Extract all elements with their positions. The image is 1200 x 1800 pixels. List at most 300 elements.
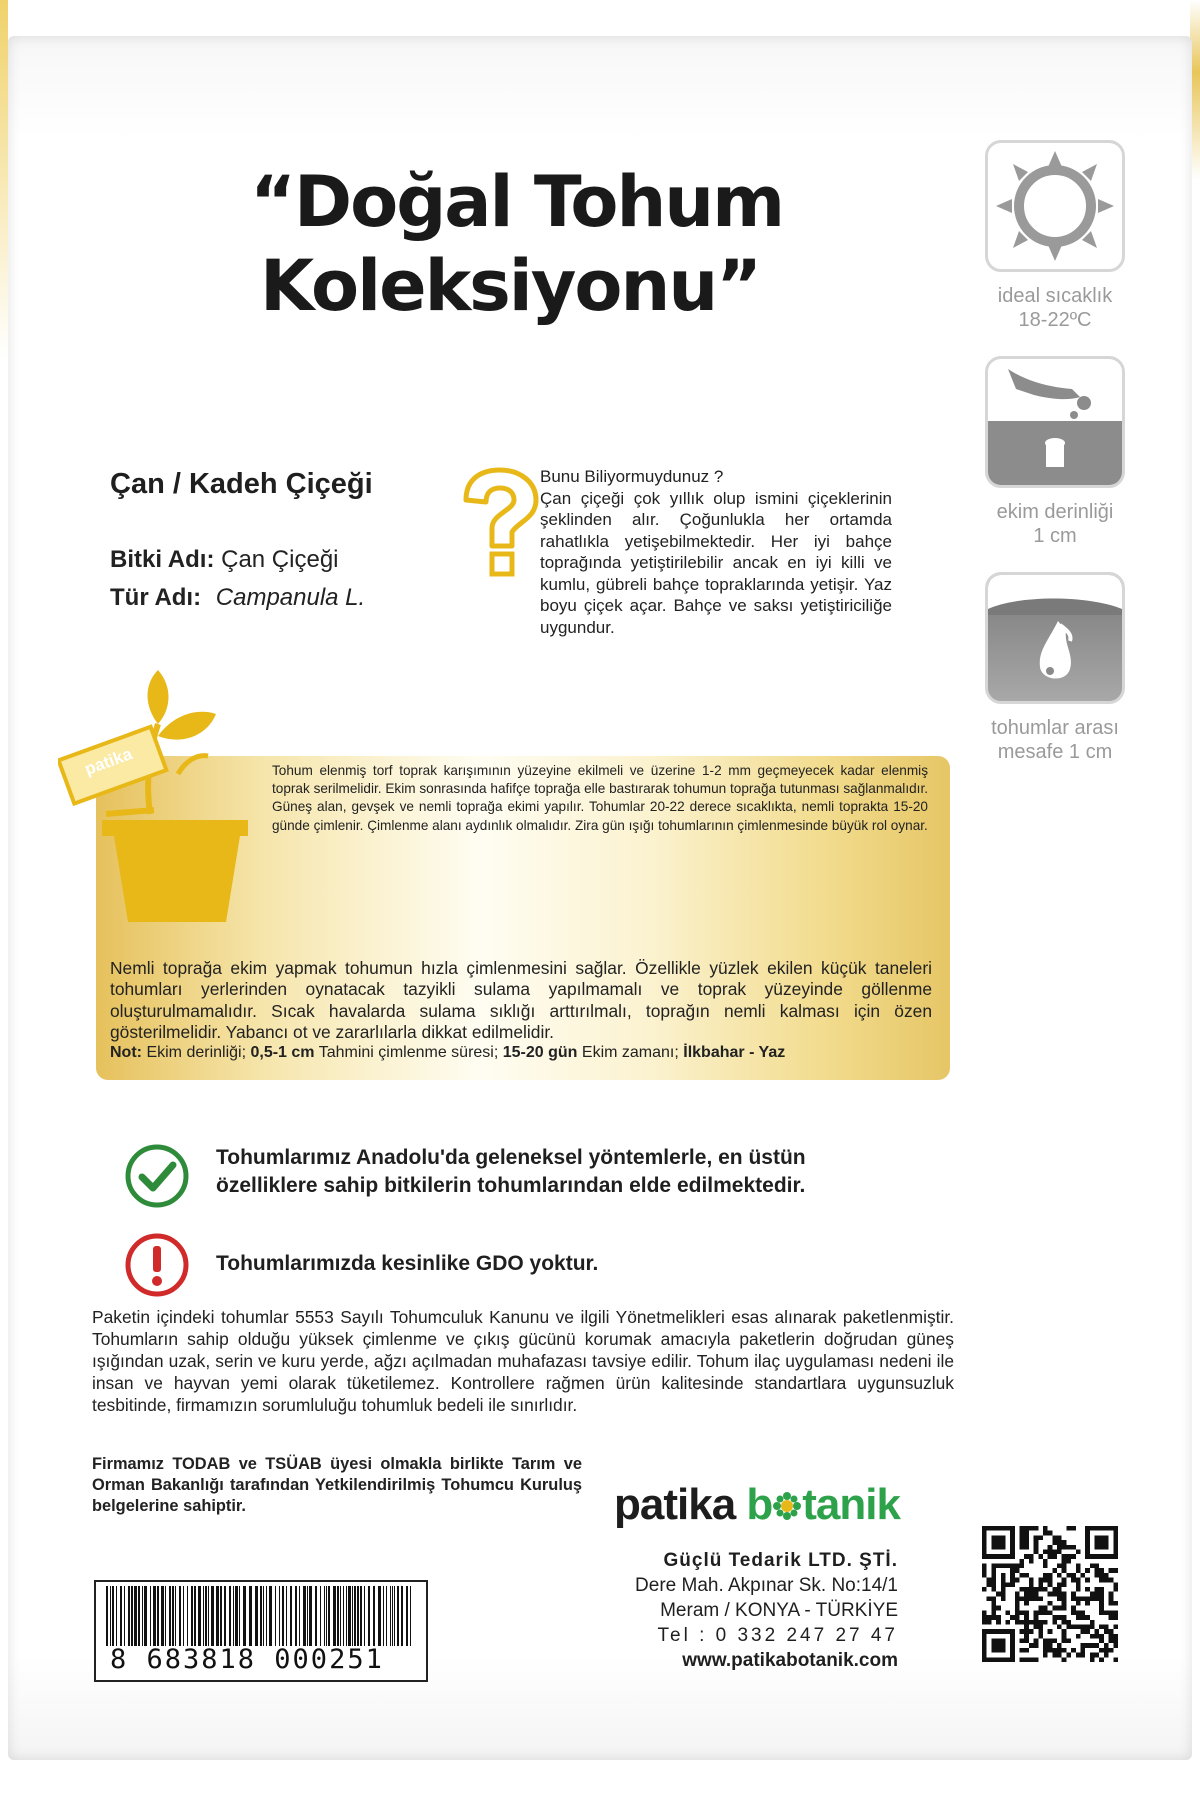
barcode-bar <box>357 1586 359 1646</box>
note-label: Not: <box>110 1044 142 1061</box>
qr-module <box>1095 1596 1100 1601</box>
qr-module <box>1010 1629 1015 1634</box>
qr-module <box>1109 1596 1114 1601</box>
qr-module <box>1005 1629 1010 1634</box>
qr-module <box>1099 1601 1104 1606</box>
qr-module <box>982 1634 987 1639</box>
qr-module <box>1005 1582 1010 1587</box>
qr-module <box>1057 1535 1062 1540</box>
qr-module <box>1109 1592 1114 1597</box>
qr-module <box>1099 1573 1104 1578</box>
qr-module <box>1020 1596 1025 1601</box>
qr-module <box>1038 1606 1043 1611</box>
qr-module <box>1005 1620 1010 1625</box>
qr-module <box>1015 1564 1020 1569</box>
barcode-bar <box>260 1586 262 1646</box>
qr-module <box>987 1526 992 1531</box>
qr-module <box>982 1554 987 1559</box>
qr-module <box>1109 1568 1114 1573</box>
qr-module <box>1043 1549 1048 1554</box>
barcode-bar <box>198 1586 201 1646</box>
barcode-bar <box>406 1586 408 1646</box>
qr-module <box>991 1526 996 1531</box>
qr-module <box>1062 1606 1067 1611</box>
barcode-bar <box>220 1586 222 1646</box>
plant-common-name <box>110 546 339 574</box>
qr-module <box>1099 1535 1104 1540</box>
qr-module <box>1113 1587 1118 1592</box>
qr-module <box>982 1535 987 1540</box>
qr-module <box>1095 1554 1100 1559</box>
qr-module <box>1010 1657 1015 1662</box>
barcode-bar <box>333 1586 336 1646</box>
qr-module <box>996 1620 1001 1625</box>
plant-label: Bitki Adı: <box>110 546 215 573</box>
qr-module <box>1048 1648 1053 1653</box>
qr-module <box>1113 1545 1118 1550</box>
qr-module <box>1010 1545 1015 1550</box>
qr-module <box>1043 1643 1048 1648</box>
note-depth-text: Ekim derinliği; <box>146 1044 247 1061</box>
seed-sprout-icon <box>985 572 1125 704</box>
qr-module <box>1043 1573 1048 1578</box>
plant-pot-icon <box>58 664 248 924</box>
icon-caption-value: 1 cm <box>1033 525 1077 547</box>
qr-module <box>1090 1643 1095 1648</box>
qr-module <box>1043 1648 1048 1653</box>
warning-badge-icon <box>124 1232 190 1298</box>
qr-module <box>1066 1620 1071 1625</box>
qr-module <box>1109 1601 1114 1606</box>
qr-module <box>1099 1587 1104 1592</box>
qr-module <box>991 1535 996 1540</box>
qr-module <box>1005 1657 1010 1662</box>
qr-module <box>1001 1573 1006 1578</box>
qr-module <box>1048 1531 1053 1536</box>
qr-module <box>1038 1587 1043 1592</box>
qr-module <box>1085 1643 1090 1648</box>
qr-module <box>1010 1582 1015 1587</box>
qr-module <box>982 1657 987 1662</box>
qr-module <box>1010 1615 1015 1620</box>
barcode-bar <box>110 1586 111 1646</box>
qr-module <box>1057 1540 1062 1545</box>
qr-module <box>996 1648 1001 1653</box>
qr-module <box>1010 1535 1015 1540</box>
qr-module <box>1062 1657 1067 1662</box>
icon-caption-value: mesafe 1 cm <box>997 741 1113 763</box>
note-season-value: İlkbahar - Yaz <box>683 1044 786 1061</box>
qr-module <box>1099 1554 1104 1559</box>
qr-module <box>1066 1526 1071 1531</box>
barcode-bar <box>106 1586 108 1646</box>
qr-module <box>1080 1610 1085 1615</box>
qr-module <box>1020 1531 1025 1536</box>
qr-module <box>1015 1610 1020 1615</box>
qr-module <box>1071 1573 1076 1578</box>
qr-module <box>1099 1568 1104 1573</box>
qr-module <box>1113 1657 1118 1662</box>
qr-module <box>1024 1657 1029 1662</box>
qr-module <box>1113 1601 1118 1606</box>
qr-code[interactable] <box>982 1526 1118 1662</box>
qr-module <box>987 1578 992 1583</box>
qr-module <box>1024 1610 1029 1615</box>
company-phone: Tel : 0 332 247 27 47 <box>657 1625 898 1646</box>
qr-module <box>1066 1624 1071 1629</box>
qr-module <box>1095 1545 1100 1550</box>
qr-module <box>1043 1606 1048 1611</box>
qr-module <box>1020 1540 1025 1545</box>
qr-module <box>1071 1606 1076 1611</box>
barcode-bar <box>392 1586 393 1646</box>
qr-module <box>991 1587 996 1592</box>
qr-module <box>1052 1606 1057 1611</box>
qr-module <box>1015 1615 1020 1620</box>
qr-module <box>1099 1606 1104 1611</box>
barcode-bar <box>179 1586 181 1646</box>
qr-module <box>1001 1587 1006 1592</box>
qr-module <box>1034 1526 1039 1531</box>
qr-module <box>1001 1648 1006 1653</box>
plant-value: Çan Çiçeği <box>221 546 339 573</box>
qr-module <box>1076 1634 1081 1639</box>
qr-module <box>1062 1601 1067 1606</box>
barcode-bar <box>165 1586 166 1646</box>
qr-module <box>1048 1545 1053 1550</box>
qr-module <box>1066 1573 1071 1578</box>
qr-module <box>991 1629 996 1634</box>
page-title <box>250 160 850 328</box>
qr-module <box>1005 1564 1010 1569</box>
qr-module <box>1109 1554 1114 1559</box>
qr-module <box>1024 1615 1029 1620</box>
qr-module <box>1080 1573 1085 1578</box>
qr-module <box>996 1629 1001 1634</box>
qr-module <box>1043 1531 1048 1536</box>
qr-module <box>982 1643 987 1648</box>
qr-module <box>1052 1615 1057 1620</box>
qr-module <box>1104 1610 1109 1615</box>
qr-module <box>1034 1545 1039 1550</box>
qr-module <box>1076 1615 1081 1620</box>
qr-module <box>1043 1610 1048 1615</box>
qr-module <box>1001 1545 1006 1550</box>
qr-module <box>1076 1653 1081 1658</box>
qr-module <box>1066 1559 1071 1564</box>
qr-module <box>1071 1624 1076 1629</box>
qr-module <box>1038 1629 1043 1634</box>
qr-module <box>991 1601 996 1606</box>
qr-module <box>1095 1587 1100 1592</box>
qr-module <box>1052 1587 1057 1592</box>
barcode-bar <box>153 1586 156 1646</box>
qr-module <box>1109 1629 1114 1634</box>
qr-module <box>1043 1620 1048 1625</box>
qr-module <box>1109 1578 1114 1583</box>
qr-module <box>982 1540 987 1545</box>
qr-module <box>1020 1620 1025 1625</box>
qr-module <box>1001 1526 1006 1531</box>
barcode-bar <box>266 1586 267 1646</box>
qr-module <box>982 1531 987 1536</box>
qr-module <box>1029 1526 1034 1531</box>
qr-module <box>1099 1540 1104 1545</box>
qr-module <box>1029 1578 1034 1583</box>
instructions-paragraph-1: Tohum elenmiş torf toprak karışımının yüzeyine ekilmeli ve üzerine 1-2 mm geçmeyecek kadar elenmiş toprak serilmelidir. Ekim sonrasında hafifçe toprağa elle bastırarak tohumun toprağa tutunması sağlanmalıdır. Güneş alan, gevşek ve nemli toprağa ekimi yapılır. Tohumlar 20-22 derece sıcaklıkta, nemli toprakta 15-20 günde çimlenir. Çimlenme alanı aydınlık olmalıdır. Zira gün ışığı tohumlarının çimlenmesinde büyük rol oynar. <box>272 763 928 833</box>
barcode-bar <box>150 1586 151 1646</box>
qr-module <box>1109 1648 1114 1653</box>
qr-module <box>1043 1578 1048 1583</box>
barcode-bar <box>286 1586 287 1646</box>
warning-badge-text: Tohumlarımızda kesinlike GDO yoktur. <box>216 1252 599 1275</box>
qr-module <box>1034 1610 1039 1615</box>
qr-module <box>1010 1549 1015 1554</box>
qr-module <box>1029 1620 1034 1625</box>
barcode-bar <box>340 1586 341 1646</box>
qr-module <box>1062 1568 1067 1573</box>
barcode-number: 8 683818 000251 <box>110 1644 384 1675</box>
qr-module <box>1066 1545 1071 1550</box>
qr-module <box>1024 1526 1029 1531</box>
qr-module <box>1010 1540 1015 1545</box>
qr-module <box>1099 1592 1104 1597</box>
qr-module <box>987 1657 992 1662</box>
qr-module <box>991 1582 996 1587</box>
qr-module <box>1113 1610 1118 1615</box>
seed-spacing-info <box>975 572 1135 764</box>
qr-module <box>1076 1587 1081 1592</box>
qr-module <box>1085 1535 1090 1540</box>
qr-module <box>1015 1620 1020 1625</box>
qr-module <box>1095 1653 1100 1658</box>
qr-module <box>1010 1526 1015 1531</box>
note-germ-text: Tahmini çimlenme süresi; <box>318 1044 499 1061</box>
barcode-bar <box>269 1586 272 1646</box>
qr-module <box>987 1596 992 1601</box>
barcode-bar <box>138 1586 140 1646</box>
note-season-text: Ekim zamanı; <box>581 1044 679 1061</box>
qr-module <box>1010 1554 1015 1559</box>
qr-module <box>1062 1629 1067 1634</box>
qr-module <box>991 1639 996 1644</box>
qr-module <box>1020 1587 1025 1592</box>
qr-module <box>1057 1592 1062 1597</box>
qr-module <box>1066 1639 1071 1644</box>
note-depth-value: 0,5-1 cm <box>250 1044 315 1061</box>
qr-module <box>982 1568 987 1573</box>
company-website[interactable]: www.patikabotanik.com <box>682 1650 898 1671</box>
brand-name-part2b: tanik <box>802 1480 900 1529</box>
barcode-bar <box>142 1586 143 1646</box>
qr-module <box>1029 1596 1034 1601</box>
qr-module <box>1001 1535 1006 1540</box>
qr-module <box>1010 1648 1015 1653</box>
qr-module <box>1034 1592 1039 1597</box>
qr-module <box>1099 1657 1104 1662</box>
qr-module <box>1001 1578 1006 1583</box>
barcode-bar <box>299 1586 300 1646</box>
pot-label: patika <box>82 744 135 779</box>
qr-module <box>1010 1531 1015 1536</box>
barcode-bar <box>290 1586 292 1646</box>
barcode-bar <box>263 1586 264 1646</box>
qr-module <box>1024 1587 1029 1592</box>
check-line-2: özelliklere sahip bitkilerin tohumlarından elde edilmektedir. <box>216 1174 806 1197</box>
certification-text: Firmamız TODAB ve TSÜAB üyesi olmakla birlikte Tarım ve Orman Bakanlığı tarafından Yetkilendirilmiş Tohumcu Kuruluş belgelerine sahiptir. <box>92 1455 582 1515</box>
qr-module <box>1038 1535 1043 1540</box>
qr-module <box>1095 1526 1100 1531</box>
qr-module <box>1085 1601 1090 1606</box>
qr-module <box>991 1648 996 1653</box>
qr-module <box>1090 1624 1095 1629</box>
barcode-bar <box>315 1586 317 1646</box>
barcode-bar <box>224 1586 226 1646</box>
barcode-bar <box>401 1586 403 1646</box>
qr-module <box>1062 1559 1067 1564</box>
company-info <box>618 1548 898 1673</box>
qr-module <box>1057 1596 1062 1601</box>
qr-module <box>1099 1596 1104 1601</box>
barcode-bar <box>397 1586 399 1646</box>
qr-module <box>1057 1564 1062 1569</box>
qr-module <box>982 1573 987 1578</box>
qr-module <box>1085 1545 1090 1550</box>
qr-module <box>1001 1657 1006 1662</box>
qr-module <box>1085 1587 1090 1592</box>
qr-module <box>1010 1573 1015 1578</box>
qr-module <box>1066 1554 1071 1559</box>
barcode-bar <box>172 1586 174 1646</box>
qr-module <box>991 1643 996 1648</box>
qr-module <box>1020 1657 1025 1662</box>
species-label: Tür Adı: <box>110 584 202 611</box>
did-you-know-heading: Bunu Biliyormuydunuz ? <box>540 467 724 486</box>
qr-module <box>1104 1643 1109 1648</box>
qr-module <box>1043 1587 1048 1592</box>
check-badge-text <box>216 1144 806 1200</box>
qr-module <box>1057 1615 1062 1620</box>
qr-module <box>1062 1564 1067 1569</box>
qr-module <box>1029 1582 1034 1587</box>
qr-module <box>1024 1634 1029 1639</box>
barcode-bar <box>410 1586 411 1646</box>
qr-module <box>1001 1564 1006 1569</box>
qr-module <box>1080 1596 1085 1601</box>
qr-module <box>1034 1549 1039 1554</box>
qr-module <box>1029 1587 1034 1592</box>
qr-module <box>1076 1596 1081 1601</box>
qr-module <box>982 1648 987 1653</box>
barcode-bar <box>255 1586 258 1646</box>
check-line-1: Tohumlarımız Anadolu'da geleneksel yöntemlerle, en üstün <box>216 1146 806 1169</box>
qr-module <box>996 1535 1001 1540</box>
qr-module <box>1062 1620 1067 1625</box>
company-name: Güçlü Tedarik LTD. ŞTİ. <box>663 1550 898 1571</box>
qr-module <box>1020 1610 1025 1615</box>
qr-module <box>996 1606 1001 1611</box>
barcode-bar <box>157 1586 159 1646</box>
barcode-bar <box>346 1586 347 1646</box>
barcode-bar <box>360 1586 362 1646</box>
qr-module <box>1043 1653 1048 1658</box>
barcode-bar <box>352 1586 353 1646</box>
qr-module <box>1095 1634 1100 1639</box>
qr-module <box>982 1639 987 1644</box>
qr-module <box>1085 1554 1090 1559</box>
qr-module <box>1001 1596 1006 1601</box>
qr-module <box>1113 1535 1118 1540</box>
qr-module <box>1080 1648 1085 1653</box>
qr-module <box>1109 1526 1114 1531</box>
barcode-bar <box>205 1586 207 1646</box>
qr-module <box>1020 1545 1025 1550</box>
barcode-bar <box>161 1586 164 1646</box>
qr-module <box>1062 1578 1067 1583</box>
qr-module <box>982 1610 987 1615</box>
qr-module <box>1010 1578 1015 1583</box>
barcode-bar <box>191 1586 193 1646</box>
qr-module <box>1109 1610 1114 1615</box>
qr-module <box>1010 1568 1015 1573</box>
qr-module <box>1005 1610 1010 1615</box>
qr-module <box>1080 1653 1085 1658</box>
qr-module <box>1038 1578 1043 1583</box>
qr-module <box>1024 1573 1029 1578</box>
qr-module <box>1052 1568 1057 1573</box>
barcode-bar <box>354 1586 356 1646</box>
qr-module <box>991 1545 996 1550</box>
barcode-bar <box>235 1586 238 1646</box>
planting-depth-info <box>975 356 1135 548</box>
qr-module <box>991 1657 996 1662</box>
barcode-bar <box>203 1586 204 1646</box>
qr-module <box>1052 1648 1057 1653</box>
qr-module <box>1024 1540 1029 1545</box>
barcode-bar <box>320 1586 321 1646</box>
qr-module <box>1104 1624 1109 1629</box>
qr-module <box>1085 1526 1090 1531</box>
qr-module <box>1099 1639 1104 1644</box>
qr-module <box>982 1615 987 1620</box>
qr-module <box>1099 1634 1104 1639</box>
qr-module <box>1057 1582 1062 1587</box>
qr-module <box>1095 1629 1100 1634</box>
qr-module <box>991 1615 996 1620</box>
qr-module <box>1038 1610 1043 1615</box>
qr-module <box>1090 1653 1095 1658</box>
qr-module <box>1038 1554 1043 1559</box>
qr-module <box>1095 1540 1100 1545</box>
barcode-bar <box>295 1586 297 1646</box>
qr-module <box>1085 1540 1090 1545</box>
barcode-bar <box>326 1586 327 1646</box>
qr-module <box>1066 1653 1071 1658</box>
qr-module <box>982 1526 987 1531</box>
qr-module <box>1090 1596 1095 1601</box>
icon-caption-value: 18-22ºC <box>1018 309 1092 331</box>
did-you-know-block <box>540 466 892 638</box>
barcode-bar <box>169 1586 171 1646</box>
qr-module <box>1034 1620 1039 1625</box>
qr-module <box>1048 1643 1053 1648</box>
sun-icon <box>985 140 1125 272</box>
barcode-bar <box>390 1586 391 1646</box>
qr-module <box>1104 1526 1109 1531</box>
qr-module <box>1090 1554 1095 1559</box>
qr-module <box>1052 1535 1057 1540</box>
qr-module <box>991 1610 996 1615</box>
